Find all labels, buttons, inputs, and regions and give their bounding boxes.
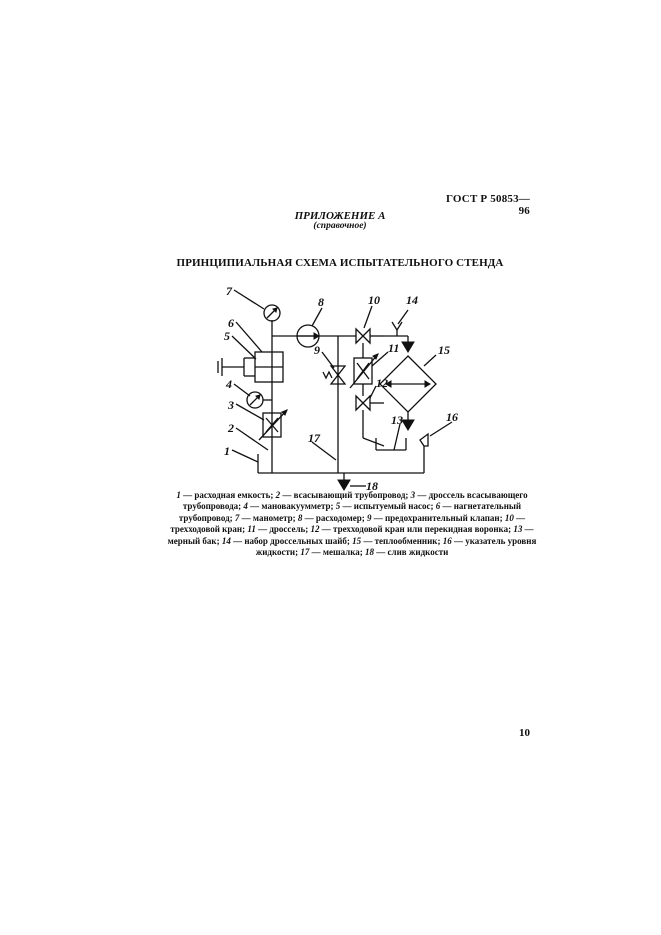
label-13: 13 (391, 413, 403, 427)
label-11: 11 (388, 341, 400, 355)
manovacuum-meter-icon (247, 392, 272, 408)
caption-item: 17 — мешалка; (300, 547, 366, 558)
leader-6 (236, 322, 262, 352)
caption-item: 13 — мерный бак; (167, 524, 534, 546)
label-14: 14 (406, 293, 418, 307)
label-18: 18 (366, 479, 378, 493)
label-17: 17 (308, 431, 320, 445)
orifice-set-icon (392, 322, 402, 336)
label-10: 10 (368, 293, 380, 307)
leader-8 (312, 308, 322, 326)
label-2: 2 (228, 421, 234, 435)
label-7: 7 (226, 284, 232, 298)
label-6: 6 (228, 316, 234, 330)
scheme-title: ПРИНЦИПИАЛЬНАЯ СХЕМА ИСПЫТАТЕЛЬНОГО СТЕНДА (176, 257, 504, 269)
drain-icon (338, 473, 350, 490)
three-way-valve-top-icon (356, 329, 370, 358)
caption-item: 2 — всасывающий трубопровод; (275, 490, 411, 500)
label-8: 8 (318, 295, 324, 309)
page-number: 10 (519, 727, 530, 739)
manometer-icon (264, 305, 280, 321)
caption-item: 10 — трехходовой кран; (170, 512, 526, 535)
leader-15 (424, 355, 436, 366)
label-16: 16 (446, 410, 458, 424)
figure-caption (162, 490, 542, 558)
arrow-down-icon (402, 342, 414, 352)
leader-7 (234, 290, 264, 309)
caption-item: 18 — слив жидкости (365, 547, 449, 558)
leader-9 (322, 352, 334, 368)
caption-item: 6 — нагнетательный трубопровод; (178, 501, 522, 523)
leader-4 (234, 384, 250, 396)
leader-10 (364, 306, 372, 328)
caption-item: 5 — испытуемый насос; (335, 501, 436, 512)
leader-14 (398, 310, 408, 324)
leader-5 (232, 336, 256, 359)
appendix-note: (справочное) (313, 221, 367, 231)
leader-1 (232, 450, 258, 462)
caption-item: 15 — теплообменник; (352, 535, 443, 546)
label-12: 12 (376, 376, 388, 390)
caption-item: 9 — предохранительный клапан; (366, 512, 505, 523)
appendix-title: ПРИЛОЖЕНИЕ А (294, 210, 386, 222)
leader-13 (394, 424, 400, 450)
caption-item: 3 — дроссель всасывающего трубопровода; (182, 490, 528, 512)
caption-item: 16 — указатель уровня жидкости; (255, 535, 537, 558)
label-5: 5 (224, 329, 230, 343)
label-15: 15 (438, 343, 450, 357)
label-3: 3 (228, 398, 234, 412)
label-1: 1 (224, 444, 230, 458)
heat-exchanger-icon (380, 356, 436, 412)
suction-throttle-icon (259, 410, 287, 440)
caption-item: 8 — расходомер; (297, 512, 367, 523)
leader-16 (430, 422, 452, 436)
caption-item: 11 — дроссель; (247, 524, 311, 535)
level-indicator-icon (420, 434, 428, 446)
label-9: 9 (314, 343, 320, 357)
standard-code: ГОСТ Р 50853—96 (445, 193, 530, 217)
caption-item: 4 — мановакуумметр; (243, 501, 336, 512)
caption-item: 14 — набор дроссельных шайб; (221, 535, 353, 546)
caption-item: 1 — расходная емкость; (176, 490, 276, 500)
three-way-valve-bottom-icon (356, 396, 384, 446)
safety-valve-icon (323, 366, 345, 384)
caption-item: 7 — манометр; (234, 512, 298, 523)
caption-item: 12 — трехходовой кран или перекидная воронка; (310, 524, 514, 535)
arrow-down-out-icon (402, 420, 414, 430)
label-4: 4 (226, 377, 232, 391)
